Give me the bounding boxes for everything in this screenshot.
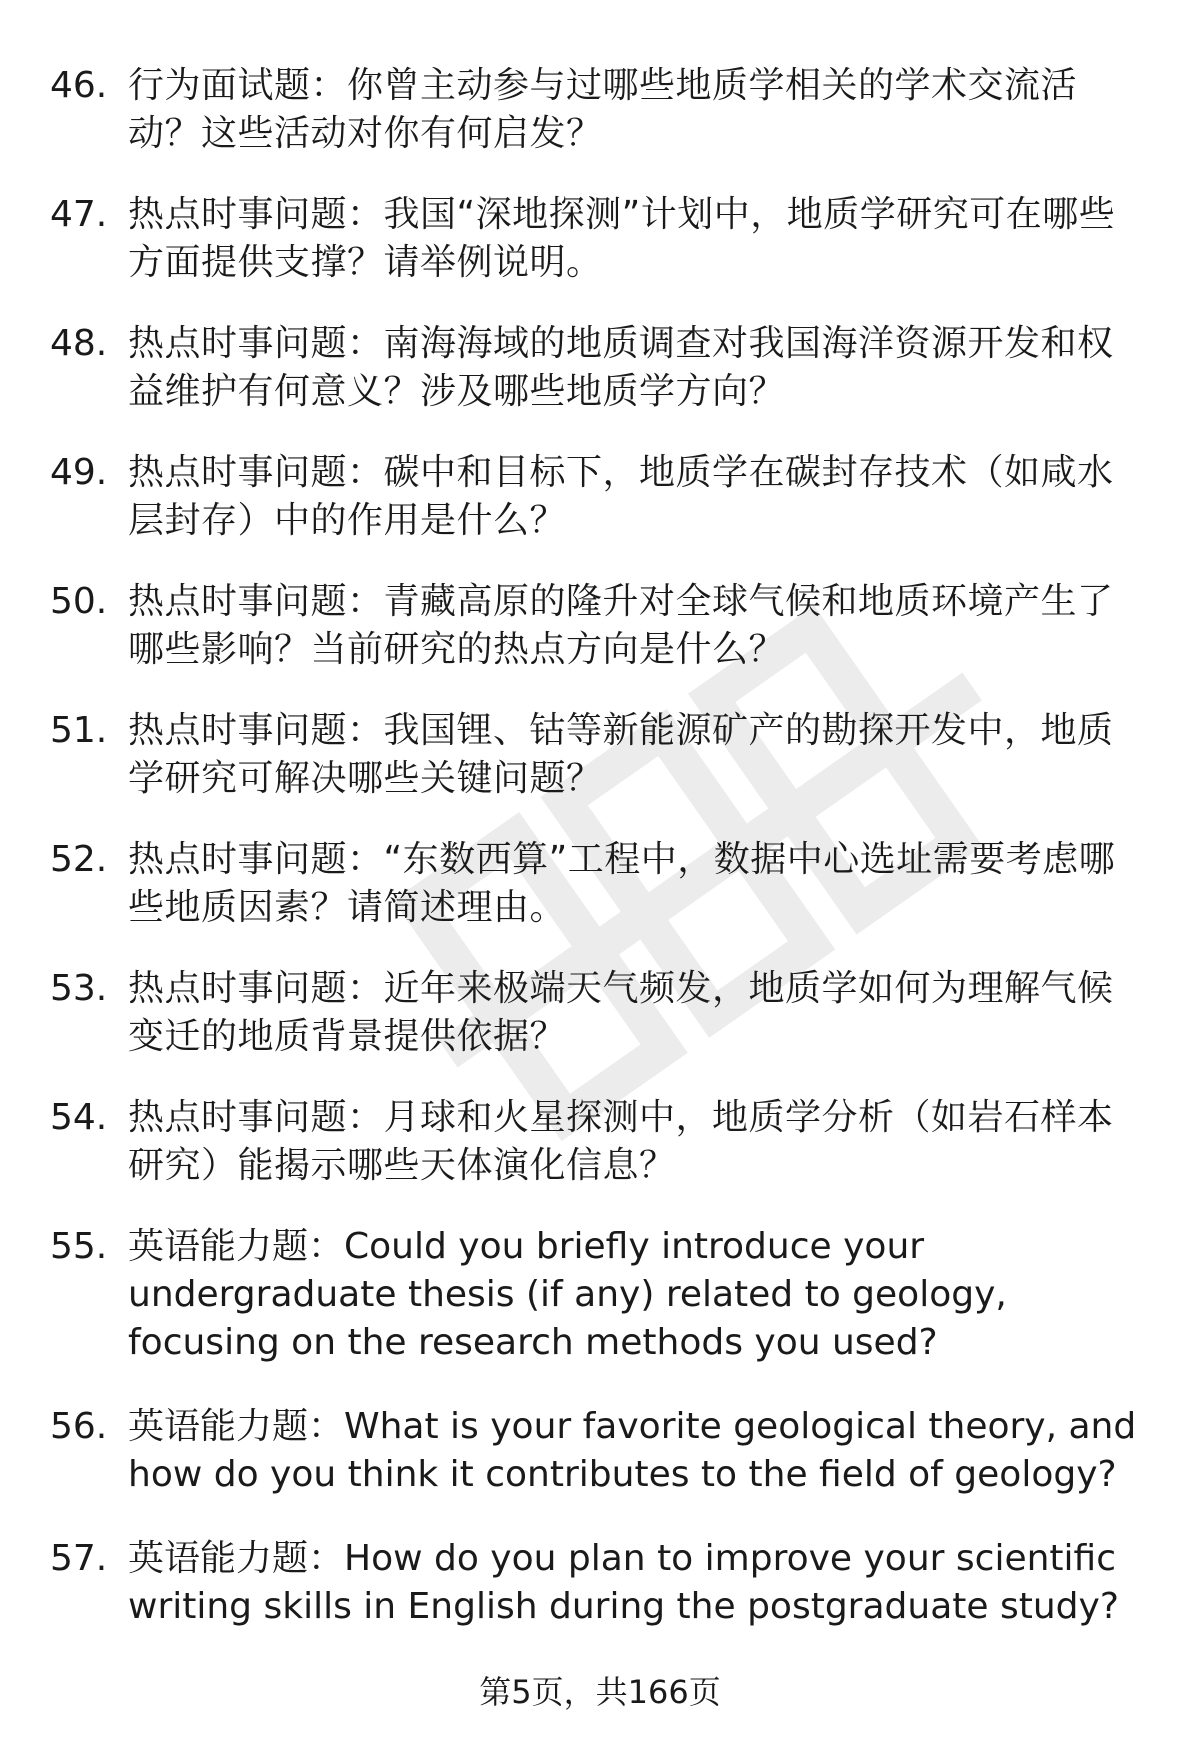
question-number: 56. [50,1406,108,1447]
question-item [50,1403,1140,1499]
question-text: 热点时事问题：碳中和目标下，地质学在碳封存技术（如咸水层封存）中的作用是什么？ [128,452,1114,541]
question-text: 英语能力题：How do you plan to improve your scientific writing skills in English during the postgraduate study? [128,1538,1119,1627]
question-text: 英语能力题：What is your favorite geological theory, and how do you think it contributes to the field of geology? [128,1406,1137,1495]
question-text: 热点时事问题：我国“深地探测”计划中，地质学研究可在哪些方面提供支撑？请举例说明。 [128,194,1116,283]
question-number: 57. [50,1538,108,1579]
question-list [50,62,1140,1667]
question-number: 47. [50,194,108,235]
question-item [50,578,1140,674]
question-item [50,965,1140,1061]
question-item [50,191,1140,287]
question-number: 55. [50,1226,108,1267]
question-item [50,1223,1140,1367]
question-item [50,707,1140,803]
question-number: 50. [50,581,108,622]
question-text: 热点时事问题：青藏高原的隆升对全球气候和地质环境产生了哪些影响？当前研究的热点方向是什么？ [128,581,1114,670]
question-number: 49. [50,452,108,493]
question-item [50,836,1140,932]
question-text: 热点时事问题：“东数西算”工程中，数据中心选址需要考虑哪些地质因素？请简述理由。 [128,839,1116,928]
question-item [50,1094,1140,1190]
question-text: 热点时事问题：月球和火星探测中，地质学分析（如岩石样本研究）能揭示哪些天体演化信息？ [128,1097,1114,1186]
question-number: 53. [50,968,108,1009]
question-number: 51. [50,710,108,751]
question-item [50,449,1140,545]
page-footer: 第5页，共166页 [479,1673,721,1711]
question-text: 热点时事问题：南海海域的地质调查对我国海洋资源开发和权益维护有何意义？涉及哪些地质学方向？ [128,323,1114,412]
question-text: 行为面试题：你曾主动参与过哪些地质学相关的学术交流活动？这些活动对你有何启发？ [128,65,1078,154]
question-item [50,62,1140,158]
question-number: 48. [50,323,108,364]
question-number: 54. [50,1097,108,1138]
question-item [50,320,1140,416]
question-number: 46. [50,65,108,106]
question-number: 52. [50,839,108,880]
question-item [50,1535,1140,1631]
question-text: 热点时事问题：近年来极端天气频发，地质学如何为理解气候变迁的地质背景提供依据？ [128,968,1114,1057]
question-text: 热点时事问题：我国锂、钴等新能源矿产的勘探开发中，地质学研究可解决哪些关键问题？ [128,710,1114,799]
question-text: 英语能力题：Could you briefly introduce your undergraduate thesis (if any) related to geology, focusing on the research methods you used? [128,1226,1007,1363]
